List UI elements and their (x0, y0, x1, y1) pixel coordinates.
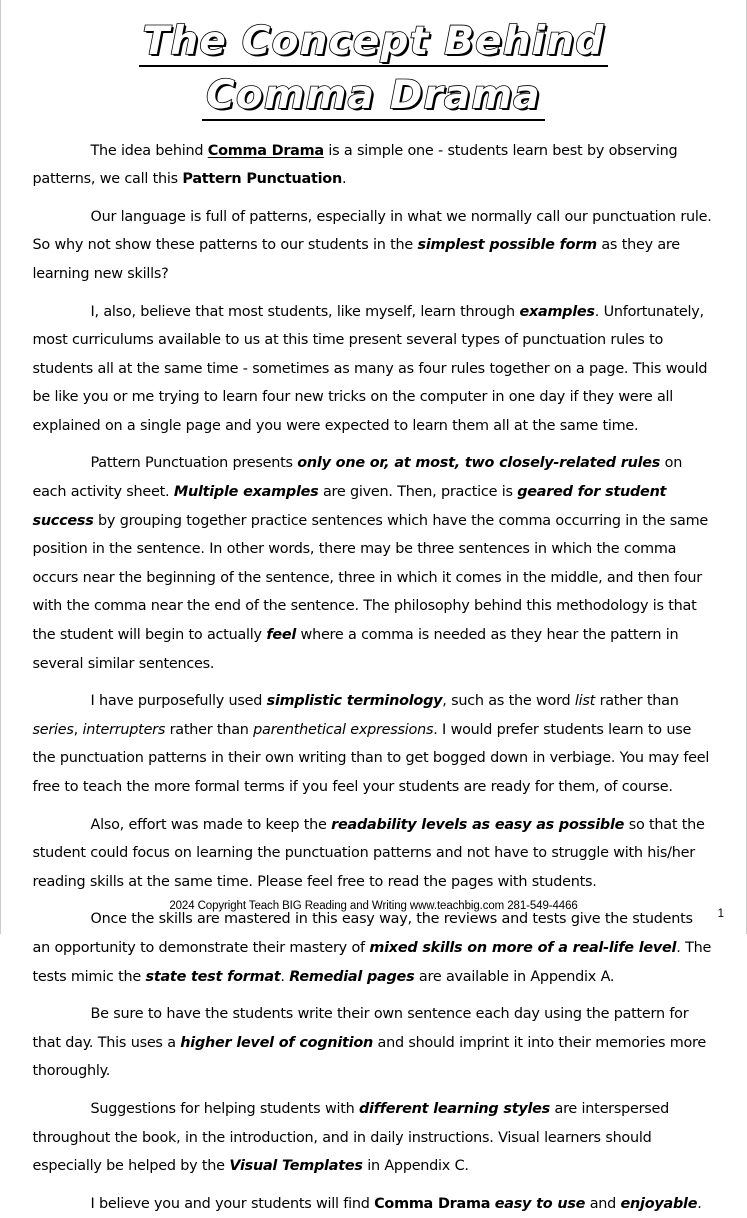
p5-term-parenthetical-expressions: parenthetical expressions (253, 721, 434, 738)
p9-text-c: are interspersed throughout the book, in the introduction, and in daily instructions. Visual learners should especially be helped by the (32, 1100, 669, 1175)
p4-emphasis-rules: only one or, at most, two closely-related rules (297, 455, 661, 472)
paragraph-3 (33, 298, 715, 441)
footer-page-number: 1 (717, 908, 724, 920)
p8-emphasis-higher-level-cognition: higher level of cognition (180, 1034, 373, 1051)
p1-pattern-punctuation-emphasis: Pattern Punctuation (182, 171, 342, 188)
title-line-1-text: The Concept Behind (139, 22, 609, 67)
p1-text-e: . (341, 171, 347, 188)
p6-text-c: so that the student could focus on learning the punctuation patterns and not have to struggle with his/her reading skills at the same time. Please feel free to read the pages with students. (32, 816, 705, 890)
p7-text-g: are available in Appendix A. (414, 968, 615, 985)
p4-emphasis-student-success: geared for student success (32, 484, 667, 529)
page-footer (9, 900, 738, 920)
page-sheet (9, 0, 738, 1212)
p5-text-g: , (73, 721, 83, 738)
p10-emphasis-easy-to-use: easy to use (494, 1195, 586, 1212)
page-title (9, 0, 738, 121)
p7-text-a: Once the skills are mastered in this easy way, the reviews and tests give the students an opportunity to demonstrate their mastery of (32, 911, 693, 956)
paragraph-10 (33, 1190, 715, 1218)
p7-emphasis-remedial-pages: Remedial pages (289, 968, 415, 985)
p2-text-c: as they are learning new skills? (32, 237, 680, 282)
p7-emphasis-mixed-skills: mixed skills on more of a real-life level (369, 939, 677, 956)
paragraph-5 (33, 687, 715, 801)
p3-text-c: . Unfortunately, most curriculums available to us at this time present several types of punctuation rules to students all at the same time - sometimes as many as four rules together on a page. This would be like you or me trying to learn four new tricks on the computer in one day if they were all explained on a single page and you were expected to learn them all at the same time. (32, 303, 708, 434)
p10-comma-drama-emphasis: Comma Drama (374, 1195, 491, 1212)
p8-text-a: Be sure to have the students write their own sentence each day using the pattern for that day. This uses a (32, 1006, 689, 1051)
paragraph-9 (33, 1095, 715, 1181)
p5-text-a: I have purposefully used (90, 693, 267, 710)
p9-text-e: in Appendix C. (362, 1158, 469, 1175)
footer-copyright-text: 2024 Copyright Teach BIG Reading and Writing www.teachbig.com 281-549-4466 (169, 900, 578, 912)
p10-text-e: and (585, 1195, 621, 1212)
p6-emphasis-readability-levels: readability levels as easy as possible (331, 816, 625, 833)
p8-text-c: and should imprint it into their memories more thoroughly. (32, 1034, 706, 1080)
p5-text-k: . I would prefer students learn to use the punctuation patterns in their own writing than to get bogged down in verbiage. You may feel free to teach the more formal terms if you feel your students are ready for them, of course. (32, 721, 710, 795)
p7-text-e: . (280, 968, 290, 985)
p10-text-g: . (697, 1195, 702, 1212)
p5-term-interrupters: interrupters (82, 721, 166, 738)
p4-text-g: by grouping together practice sentences which have the comma occurring in the same position in the sentence. In other words, there may be three sentences in which the comma occurs near the beginning of the sentence, three in which it comes in the middle, and then four with the comma near the end of the sentence. The philosophy behind this methodology is that the student will begin to actually (32, 512, 708, 644)
p5-term-series: series (32, 721, 74, 738)
p3-text-a: I, also, believe that most students, like myself, learn through (90, 303, 520, 320)
title-line-2-text: Comma Drama (202, 76, 545, 121)
p10-emphasis-enjoyable: enjoyable (620, 1195, 698, 1212)
paragraph-4 (33, 449, 715, 678)
p1-text-c: is a simple one - students learn best by observing patterns, we call this (32, 142, 678, 188)
paragraph-1 (33, 137, 715, 194)
p4-text-e: are given. Then, practice is (318, 484, 518, 501)
p5-text-c: , such as the word (442, 693, 575, 710)
paragraph-8 (33, 1000, 715, 1086)
title-line-1 (9, 19, 738, 67)
paragraph-6 (33, 811, 715, 897)
p10-text-a: I believe you and your students will find (90, 1195, 375, 1212)
p4-text-i: where a comma is needed as they hear the pattern in several similar sentences. (32, 627, 679, 672)
p7-text-c: . The tests mimic the (32, 939, 712, 985)
title-line-2 (9, 72, 738, 121)
document-body (33, 121, 715, 1218)
paragraph-2 (33, 203, 715, 289)
p1-text-a: The idea behind (90, 142, 208, 159)
p1-comma-drama-emphasis: Comma Drama (207, 142, 324, 159)
p4-text-c: on each activity sheet. (32, 455, 683, 501)
p5-term-list: list (574, 693, 596, 710)
p4-emphasis-multiple-examples: Multiple examples (173, 484, 319, 501)
p5-text-i: rather than (165, 721, 254, 738)
p9-emphasis-visual-templates: Visual Templates (229, 1158, 363, 1175)
p2-text-a: Our language is full of patterns, especially in what we normally call our punctuation rule. So why not show these patterns to our students in the (32, 208, 712, 254)
p2-emphasis-simplest-form: simplest possible form (417, 237, 597, 254)
p9-text-a: Suggestions for helping students with (90, 1100, 359, 1117)
p4-text-a: Pattern Punctuation presents (90, 455, 298, 472)
p6-text-a: Also, effort was made to keep the (90, 816, 332, 833)
p5-emphasis-simplistic-terminology: simplistic terminology (266, 693, 443, 710)
p5-text-e: rather than (595, 693, 679, 710)
p4-emphasis-feel: feel (266, 627, 297, 644)
p7-emphasis-state-test-format: state test format (145, 968, 281, 985)
p9-emphasis-learning-styles: different learning styles (359, 1100, 550, 1117)
p3-emphasis-examples: examples (519, 303, 595, 320)
